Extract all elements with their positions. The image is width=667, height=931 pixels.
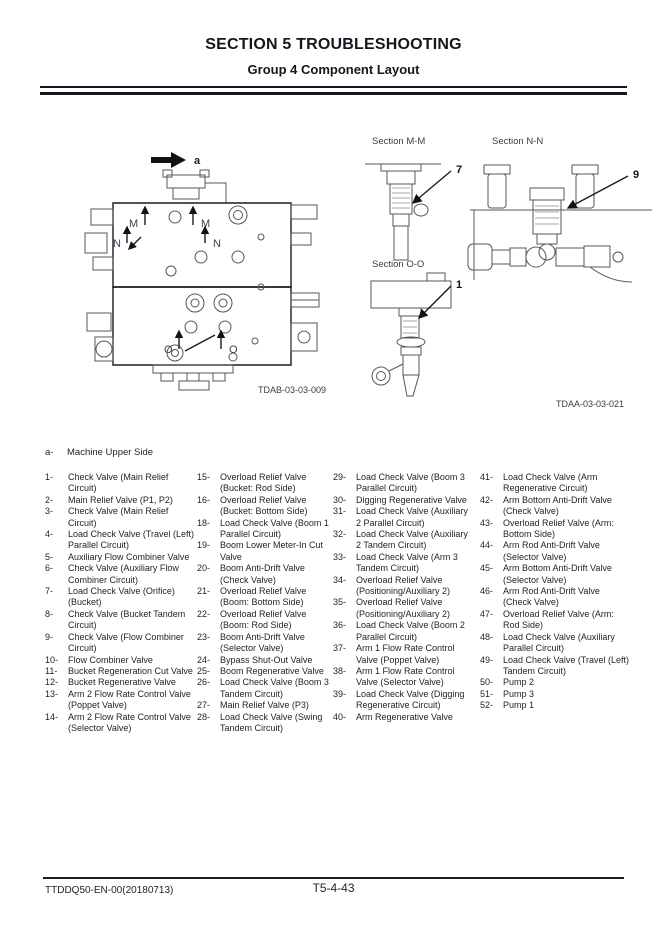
part-number: 35-	[333, 597, 347, 608]
part-label: Load Check Valve (Boom 3 Parallel Circuit)	[356, 472, 465, 494]
parts-list-item	[45, 666, 195, 677]
parts-list-item	[45, 495, 195, 506]
part-label: Overload Relief Valve (Arm: Rod Side)	[503, 608, 614, 631]
legend-row	[45, 447, 153, 458]
callout-9-number: 9	[633, 169, 640, 181]
part-number: 39-	[333, 688, 347, 699]
legend-key: a-	[45, 447, 54, 458]
parts-list-item	[333, 620, 473, 643]
part-label: Load Check Valve (Travel (Left) Tandem Circuit)	[503, 654, 630, 676]
parts-list-item	[333, 506, 473, 529]
marker-m-right: M	[201, 218, 211, 230]
part-label: Arm Rod Anti-Drift Valve (Selector Valve)	[503, 540, 600, 562]
part-number: 47-	[480, 608, 494, 619]
part-label: Flow Combiner Valve	[68, 654, 153, 665]
part-label: Boom Regenerative Valve	[220, 665, 324, 676]
section-nn-markers	[113, 227, 221, 250]
part-label: Arm 2 Flow Rate Control Valve (Selector Valve)	[68, 711, 191, 733]
part-label: Arm Bottom Anti-Drift Valve (Selector Valve)	[503, 563, 612, 585]
part-number: 46-	[480, 586, 494, 597]
figure-caption-left: TDAB-03-03-009	[258, 385, 327, 395]
part-label: Arm Rod Anti-Drift Valve (Check Valve)	[503, 586, 600, 608]
part-number: 29-	[333, 472, 347, 482]
part-label: Check Valve (Main Relief Circuit)	[68, 506, 169, 528]
marker-m-left: M	[129, 218, 139, 230]
part-label: Overload Relief Valve (Bucket: Bottom Side)	[220, 494, 308, 517]
part-label: Digging Regenerative Valve	[356, 494, 467, 505]
part-number: 30-	[333, 494, 347, 505]
parts-column-2	[197, 472, 329, 734]
parts-list-item	[45, 506, 195, 529]
part-number: 22-	[197, 608, 211, 619]
marker-o-right: O	[229, 344, 238, 356]
parts-list-item	[333, 666, 473, 689]
parts-list-item	[45, 609, 195, 632]
parts-list-item	[197, 472, 329, 495]
part-number: 36-	[333, 620, 347, 631]
parts-list-item	[480, 689, 630, 700]
part-number: 5-	[45, 551, 54, 562]
parts-list-item	[480, 677, 630, 688]
part-number: 21-	[197, 586, 211, 597]
part-label: Load Check Valve (Boom 1 Parallel Circuit)	[220, 517, 329, 540]
parts-column-4	[480, 472, 630, 712]
part-label: Pump 2	[503, 677, 535, 688]
parts-list-item	[480, 563, 630, 586]
part-number: 37-	[333, 643, 347, 654]
part-label: Bucket Regenerative Valve	[68, 677, 176, 688]
part-label: Check Valve (Flow Combiner Circuit)	[68, 631, 184, 654]
parts-list-item	[197, 563, 329, 586]
part-number: 16-	[197, 494, 211, 505]
part-label: Load Check Valve (Auxiliary 2 Parallel Circuit)	[356, 506, 468, 528]
part-label: Arm 1 Flow Rate Control Valve (Poppet Valve)	[356, 643, 455, 665]
part-number: 18-	[197, 517, 211, 528]
section-nn-figure	[460, 160, 664, 290]
callout-7-number: 7	[456, 164, 463, 176]
document-code: TTDDQ50-EN-00(20180713)	[45, 885, 174, 896]
section-oo-markers	[164, 331, 238, 356]
part-number: 38-	[333, 665, 347, 676]
part-number: 44-	[480, 540, 494, 551]
part-label: Overload Relief Valve (Arm: Bottom Side)	[503, 517, 614, 540]
part-number: 33-	[333, 551, 347, 562]
part-label: Check Valve (Auxiliary Flow Combiner Circuit)	[68, 563, 179, 585]
parts-list-item	[333, 643, 473, 666]
section-mm-figure	[363, 155, 473, 263]
page-number: T5-4-43	[312, 881, 355, 895]
part-number: 9-	[45, 631, 54, 642]
part-label: Load Check Valve (Orifice) (Bucket)	[68, 586, 175, 608]
part-number: 48-	[480, 631, 494, 642]
parts-list-item	[197, 495, 329, 518]
part-number: 43-	[480, 517, 494, 528]
parts-list-item	[480, 472, 630, 495]
part-label: Bucket Regeneration Cut Valve	[68, 665, 193, 676]
parts-list-item	[45, 655, 195, 666]
part-label: Load Check Valve (Travel (Left) Parallel Circuit)	[68, 529, 195, 551]
marker-n-right: N	[213, 238, 221, 250]
parts-list-item	[333, 712, 473, 723]
part-label: Overload Relief Valve (Boom: Rod Side)	[220, 608, 307, 631]
figure-caption-right: TDAA-03-03-021	[556, 399, 625, 409]
part-number: 11-	[45, 665, 58, 676]
parts-list-item	[45, 586, 195, 609]
part-label: Main Relief Valve (P3)	[220, 700, 309, 711]
part-label: Bypass Shut-Out Valve	[220, 654, 313, 665]
section-oo-title: Section O-O	[372, 259, 425, 270]
part-label: Main Relief Valve (P1, P2)	[68, 494, 173, 505]
part-number: 20-	[197, 563, 211, 574]
parts-list-item	[45, 529, 195, 552]
parts-list-item	[333, 689, 473, 712]
parts-list-item	[197, 518, 329, 541]
part-number: 42-	[480, 494, 494, 505]
section-oo-figure	[363, 272, 473, 400]
part-number: 52-	[480, 700, 494, 711]
parts-list-item	[45, 563, 195, 586]
part-number: 12-	[45, 677, 59, 688]
part-number: 8-	[45, 608, 54, 619]
parts-list-item	[333, 575, 473, 598]
part-number: 7-	[45, 586, 54, 597]
view-direction-arrow	[151, 152, 201, 168]
part-label: Check Valve (Main Relief Circuit)	[68, 472, 169, 494]
part-label: Arm Bottom Anti-Drift Valve (Check Valve)	[503, 494, 612, 517]
marker-o-left: O	[164, 344, 173, 356]
part-label: Load Check Valve (Boom 2 Parallel Circuit)	[356, 620, 465, 642]
parts-list-item	[45, 632, 195, 655]
section-mm-title: Section M-M	[372, 136, 426, 147]
part-number: 49-	[480, 654, 494, 665]
part-number: 32-	[333, 529, 347, 540]
parts-list-item	[197, 655, 329, 666]
part-number: 34-	[333, 574, 347, 585]
part-label: Overload Relief Valve (Positioning/Auxiliary 2)	[356, 574, 451, 597]
part-number: 27-	[197, 700, 211, 711]
parts-list-item	[480, 700, 630, 711]
parts-list-item	[480, 518, 630, 541]
header-divider	[40, 86, 627, 95]
parts-list-item	[480, 495, 630, 518]
part-number: 1-	[45, 472, 54, 482]
parts-list-item	[480, 586, 630, 609]
parts-list-item	[480, 655, 630, 678]
part-number: 41-	[480, 472, 494, 482]
part-label: Load Check Valve (Arm 3 Tandem Circuit)	[356, 551, 458, 574]
part-number: 4-	[45, 529, 54, 540]
parts-column-1	[45, 472, 195, 734]
footer-divider	[43, 877, 624, 879]
part-number: 25-	[197, 665, 211, 676]
part-number: 3-	[45, 506, 54, 517]
part-number: 31-	[333, 506, 347, 517]
parts-column-3	[333, 472, 473, 723]
legend-label: Machine Upper Side	[67, 447, 154, 458]
part-label: Load Check Valve (Arm Regenerative Circuit)	[503, 472, 598, 494]
parts-list-item	[480, 632, 630, 655]
parts-list-item	[333, 495, 473, 506]
parts-list-item	[197, 700, 329, 711]
part-number: 45-	[480, 563, 494, 574]
part-label: Load Check Valve (Swing Tandem Circuit)	[220, 711, 323, 733]
part-label: Pump 1	[503, 700, 535, 711]
callout-9	[568, 169, 639, 208]
part-label: Boom Anti-Drift Valve (Selector Valve)	[220, 631, 305, 654]
parts-list-item	[197, 712, 329, 735]
part-number: 13-	[45, 688, 59, 699]
valve-assembly-figure	[83, 145, 323, 395]
parts-list-item	[45, 677, 195, 688]
part-label: Load Check Valve (Auxiliary Parallel Circuit)	[503, 631, 615, 654]
part-label: Check Valve (Bucket Tandem Circuit)	[68, 608, 186, 631]
part-number: 14-	[45, 711, 59, 722]
part-number: 50-	[480, 677, 494, 688]
parts-list-item	[197, 609, 329, 632]
parts-list-item	[197, 632, 329, 655]
parts-list-item	[45, 552, 195, 563]
parts-list-item	[480, 609, 630, 632]
part-number: 28-	[197, 711, 211, 722]
parts-list-item	[197, 540, 329, 563]
part-label: Boom Lower Meter-In Cut Valve	[220, 540, 324, 562]
part-label: Overload Relief Valve (Positioning/Auxiliary 2)	[356, 597, 451, 619]
part-number: 51-	[480, 688, 494, 699]
view-arrow-label: a	[194, 155, 201, 167]
part-label: Arm 2 Flow Rate Control Valve (Poppet Valve)	[68, 688, 191, 711]
part-label: Load Check Valve (Boom 3 Tandem Circuit)	[220, 677, 329, 699]
part-number: 40-	[333, 711, 347, 722]
page-title: SECTION 5 TROUBLESHOOTING	[205, 36, 462, 53]
part-number: 10-	[45, 654, 59, 665]
marker-n-left: N	[113, 238, 121, 250]
callout-7	[413, 164, 462, 203]
parts-list-item	[333, 552, 473, 575]
part-label: Load Check Valve (Digging Regenerative Circuit)	[356, 688, 465, 711]
part-label: Overload Relief Valve (Boom: Bottom Side)	[220, 586, 307, 608]
parts-list-item	[480, 540, 630, 563]
section-nn-title: Section N-N	[492, 136, 544, 147]
part-label: Load Check Valve (Auxiliary 2 Tandem Circuit)	[356, 529, 468, 551]
part-label: Auxiliary Flow Combiner Valve	[68, 551, 190, 562]
part-number: 19-	[197, 540, 211, 551]
parts-list-item	[45, 712, 195, 735]
group-title: Group 4 Component Layout	[247, 62, 420, 77]
part-number: 23-	[197, 631, 211, 642]
part-number: 26-	[197, 677, 211, 688]
part-number: 2-	[45, 494, 54, 505]
part-number: 24-	[197, 654, 211, 665]
callout-1	[419, 279, 462, 318]
part-label: Boom Anti-Drift Valve (Check Valve)	[220, 563, 305, 585]
part-label: Arm 1 Flow Rate Control Valve (Selector Valve)	[356, 665, 455, 688]
parts-list-item	[333, 529, 473, 552]
callout-1-number: 1	[456, 279, 463, 291]
parts-list-item	[333, 597, 473, 620]
parts-list-item	[333, 472, 473, 495]
parts-list-item	[197, 677, 329, 700]
parts-list-item	[45, 472, 195, 495]
parts-list-item	[197, 586, 329, 609]
part-label: Arm Regenerative Valve	[356, 711, 453, 722]
parts-list-item	[197, 666, 329, 677]
parts-list-item	[45, 689, 195, 712]
part-number: 15-	[197, 472, 211, 482]
part-label: Pump 3	[503, 688, 535, 699]
part-number: 6-	[45, 563, 54, 574]
part-label: Overload Relief Valve (Bucket: Rod Side)	[220, 472, 307, 494]
